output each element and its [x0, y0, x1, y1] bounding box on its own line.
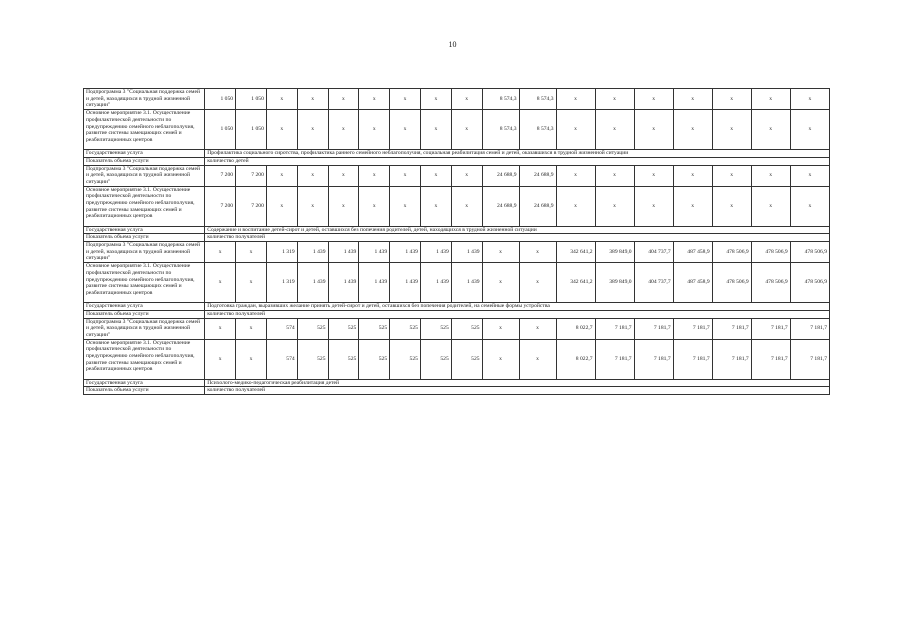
value-cell: 1 050 [236, 110, 267, 150]
table-row-service [84, 310, 830, 318]
value-cell: 1 439 [420, 263, 451, 303]
value-cell: x [297, 110, 328, 150]
value-cell: x [482, 339, 519, 379]
value-cell: x [790, 110, 829, 150]
value-cell: x [673, 165, 712, 186]
value-cell: x [297, 165, 328, 186]
value-cell: 7 181,7 [673, 318, 712, 339]
value-cell: 404 737,7 [634, 242, 673, 263]
value-cell: x [328, 110, 359, 150]
value-cell: x [673, 110, 712, 150]
value-cell: x [790, 165, 829, 186]
value-cell: x [297, 89, 328, 110]
table-row-subprogram [84, 165, 830, 186]
value-cell: x [236, 339, 267, 379]
value-cell: x [205, 242, 236, 263]
table-row-service [84, 150, 830, 158]
value-cell: x [482, 263, 519, 303]
value-cell: x [751, 186, 790, 226]
value-cell: 7 181,7 [751, 339, 790, 379]
value-cell: x [519, 339, 556, 379]
value-cell: 389 849,0 [595, 263, 634, 303]
value-cell: 525 [359, 318, 390, 339]
value-cell: 1 050 [236, 89, 267, 110]
value-cell: x [451, 110, 482, 150]
value-cell: 7 181,7 [595, 339, 634, 379]
service-text: Профилактика социального сиротства, профилактика раннего семейного неблагополучия, социальная реабилитация семей и детей, оказавшихся в трудной жизненной ситуации [205, 150, 830, 158]
value-cell: x [595, 186, 634, 226]
value-cell: x [556, 165, 595, 186]
value-cell: 525 [451, 339, 482, 379]
value-cell: x [390, 186, 421, 226]
value-cell: 24 688,9 [482, 165, 519, 186]
table-row-subprogram [84, 318, 830, 339]
value-cell: x [634, 110, 673, 150]
table-row-service [84, 379, 830, 387]
value-cell: 487 458,9 [673, 242, 712, 263]
value-cell: x [595, 165, 634, 186]
value-cell: x [390, 165, 421, 186]
value-cell: x [556, 89, 595, 110]
value-cell: x [751, 110, 790, 150]
value-cell: 1 439 [328, 242, 359, 263]
value-cell: 1 439 [328, 263, 359, 303]
value-cell: x [205, 263, 236, 303]
budget-table [83, 88, 830, 395]
value-cell: x [673, 89, 712, 110]
value-cell: 1 319 [266, 263, 297, 303]
page-number: 10 [448, 40, 457, 49]
value-cell: x [790, 186, 829, 226]
row-label: Основное мероприятие 3.1. Осуществление профилактической деятельности по предупреждению семейного неблагополучия, развитие системы замещающих семей и реабилитационных центров [84, 263, 205, 303]
value-cell: 1 439 [390, 242, 421, 263]
row-label: Подпрограмма 3 "Социальная поддержка семей и детей, находящихся в трудной жизненной ситуации" [84, 242, 205, 263]
value-cell: 487 458,9 [673, 263, 712, 303]
value-cell: 525 [328, 339, 359, 379]
value-cell: x [790, 89, 829, 110]
service-label: Показатель объема услуги [84, 234, 205, 242]
row-label: Основное мероприятие 3.1. Осуществление профилактической деятельности по предупреждению семейного неблагополучия, развитие системы замещающих семей и реабилитационных центров [84, 186, 205, 226]
value-cell: x [751, 89, 790, 110]
value-cell: 1 439 [359, 263, 390, 303]
value-cell: 24 688,9 [519, 165, 556, 186]
value-cell: x [420, 186, 451, 226]
value-cell: x [556, 186, 595, 226]
service-label: Показатель объема услуги [84, 310, 205, 318]
value-cell: 342 641,2 [556, 242, 595, 263]
value-cell: 525 [297, 318, 328, 339]
value-cell: x [420, 110, 451, 150]
value-cell: x [519, 263, 556, 303]
value-cell: x [712, 165, 751, 186]
value-cell: x [451, 165, 482, 186]
value-cell: 478 506,9 [790, 263, 829, 303]
value-cell: 525 [359, 339, 390, 379]
value-cell: 8 574,3 [519, 110, 556, 150]
service-label: Государственная услуга [84, 303, 205, 311]
value-cell: x [519, 318, 556, 339]
value-cell: 7 181,7 [595, 318, 634, 339]
value-cell: x [634, 186, 673, 226]
table-row-subprogram [84, 242, 830, 263]
value-cell: 525 [390, 339, 421, 379]
value-cell: x [451, 89, 482, 110]
value-cell: x [634, 165, 673, 186]
value-cell: x [266, 165, 297, 186]
value-cell: 389 849,0 [595, 242, 634, 263]
service-text: Содержание и воспитание детей-сирот и детей, оставшихся без попечения родителей, детей, находящихся в трудной жизненной ситуации [205, 226, 830, 234]
value-cell: x [266, 186, 297, 226]
value-cell: x [359, 110, 390, 150]
value-cell: 7 181,7 [790, 339, 829, 379]
value-cell: x [236, 318, 267, 339]
table-row-service [84, 234, 830, 242]
value-cell: 7 200 [236, 165, 267, 186]
value-cell: 1 439 [359, 242, 390, 263]
table-row-service [84, 226, 830, 234]
service-label: Государственная услуга [84, 226, 205, 234]
value-cell: 1 439 [451, 242, 482, 263]
value-cell: 478 506,9 [712, 263, 751, 303]
value-cell: x [595, 89, 634, 110]
value-cell: x [236, 263, 267, 303]
value-cell: 525 [297, 339, 328, 379]
value-cell: 1 439 [390, 263, 421, 303]
value-cell: 7 181,7 [673, 339, 712, 379]
value-cell: 525 [328, 318, 359, 339]
value-cell: 1 439 [297, 263, 328, 303]
value-cell: 7 200 [205, 165, 236, 186]
service-text: количество детей [205, 157, 830, 165]
value-cell: 8 574,3 [482, 89, 519, 110]
value-cell: x [297, 186, 328, 226]
service-text: количество получателей [205, 387, 830, 395]
table-row-main-activity [84, 263, 830, 303]
value-cell: 525 [390, 318, 421, 339]
value-cell: x [266, 89, 297, 110]
value-cell: 525 [420, 339, 451, 379]
value-cell: 478 506,9 [751, 242, 790, 263]
value-cell: 7 200 [236, 186, 267, 226]
value-cell: 8 022,7 [556, 318, 595, 339]
value-cell: 8 022,7 [556, 339, 595, 379]
service-label: Показатель объема услуги [84, 157, 205, 165]
value-cell: x [712, 110, 751, 150]
value-cell: x [556, 110, 595, 150]
value-cell: 7 200 [205, 186, 236, 226]
value-cell: 1 050 [205, 89, 236, 110]
value-cell: x [595, 110, 634, 150]
value-cell: 7 181,7 [751, 318, 790, 339]
value-cell: x [328, 165, 359, 186]
table-row-subprogram [84, 89, 830, 110]
row-label: Основное мероприятие 3.1. Осуществление профилактической деятельности по предупреждению семейного неблагополучия, развитие системы замещающих семей и реабилитационных центров [84, 110, 205, 150]
value-cell: x [712, 186, 751, 226]
value-cell: x [328, 89, 359, 110]
value-cell: 525 [420, 318, 451, 339]
service-label: Показатель объема услуги [84, 387, 205, 395]
table-row-service [84, 387, 830, 395]
value-cell: x [359, 186, 390, 226]
table-row-service [84, 303, 830, 311]
value-cell: 525 [451, 318, 482, 339]
value-cell: 7 181,7 [634, 318, 673, 339]
value-cell: x [205, 318, 236, 339]
value-cell: 7 181,7 [712, 339, 751, 379]
table-row-main-activity [84, 339, 830, 379]
value-cell: 7 181,7 [712, 318, 751, 339]
table-row-main-activity [84, 110, 830, 150]
service-text: Психолого-медико-педагогическая реабилитация детей [205, 379, 830, 387]
table-row-service [84, 157, 830, 165]
value-cell: 7 181,7 [634, 339, 673, 379]
service-text: количество получателей [205, 310, 830, 318]
value-cell: 8 574,3 [519, 89, 556, 110]
value-cell: x [482, 318, 519, 339]
value-cell: x [451, 186, 482, 226]
value-cell: x [359, 165, 390, 186]
value-cell: 478 506,9 [751, 263, 790, 303]
value-cell: 574 [266, 318, 297, 339]
value-cell: 574 [266, 339, 297, 379]
value-cell: x [328, 186, 359, 226]
value-cell: x [634, 89, 673, 110]
value-cell: x [420, 165, 451, 186]
value-cell: 404 737,7 [634, 263, 673, 303]
value-cell: 478 506,9 [790, 242, 829, 263]
value-cell: 7 181,7 [790, 318, 829, 339]
value-cell: x [673, 186, 712, 226]
value-cell: x [482, 242, 519, 263]
value-cell: x [751, 165, 790, 186]
service-label: Государственная услуга [84, 150, 205, 158]
service-text: Подготовка граждан, выразивших желание принять детей-сирот и детей, оставшихся без попечения родителей, на семейные формы устройства [205, 303, 830, 311]
value-cell: x [266, 110, 297, 150]
service-label: Государственная услуга [84, 379, 205, 387]
value-cell: x [359, 89, 390, 110]
value-cell: 1 439 [297, 242, 328, 263]
row-label: Основное мероприятие 3.1. Осуществление профилактической деятельности по предупреждению семейного неблагополучия, развитие системы замещающих семей и реабилитационных центров [84, 339, 205, 379]
value-cell: x [236, 242, 267, 263]
value-cell: 342 641,2 [556, 263, 595, 303]
table-row-main-activity [84, 186, 830, 226]
value-cell: 24 688,9 [482, 186, 519, 226]
row-label: Подпрограмма 3 "Социальная поддержка семей и детей, находящихся в трудной жизненной ситуации" [84, 89, 205, 110]
value-cell: 478 506,9 [712, 242, 751, 263]
table-body [84, 89, 830, 395]
value-cell: 8 574,3 [482, 110, 519, 150]
row-label: Подпрограмма 3 "Социальная поддержка семей и детей, находящихся в трудной жизненной ситуации" [84, 318, 205, 339]
value-cell: 24 688,9 [519, 186, 556, 226]
value-cell: 1 050 [205, 110, 236, 150]
value-cell: 1 439 [451, 263, 482, 303]
row-label: Подпрограмма 3 "Социальная поддержка семей и детей, находящихся в трудной жизненной ситуации" [84, 165, 205, 186]
value-cell: x [519, 242, 556, 263]
value-cell: x [390, 110, 421, 150]
value-cell: x [420, 89, 451, 110]
value-cell: x [205, 339, 236, 379]
service-text: количество получателей [205, 234, 830, 242]
value-cell: x [390, 89, 421, 110]
value-cell: x [712, 89, 751, 110]
value-cell: 1 439 [420, 242, 451, 263]
value-cell: 1 319 [266, 242, 297, 263]
